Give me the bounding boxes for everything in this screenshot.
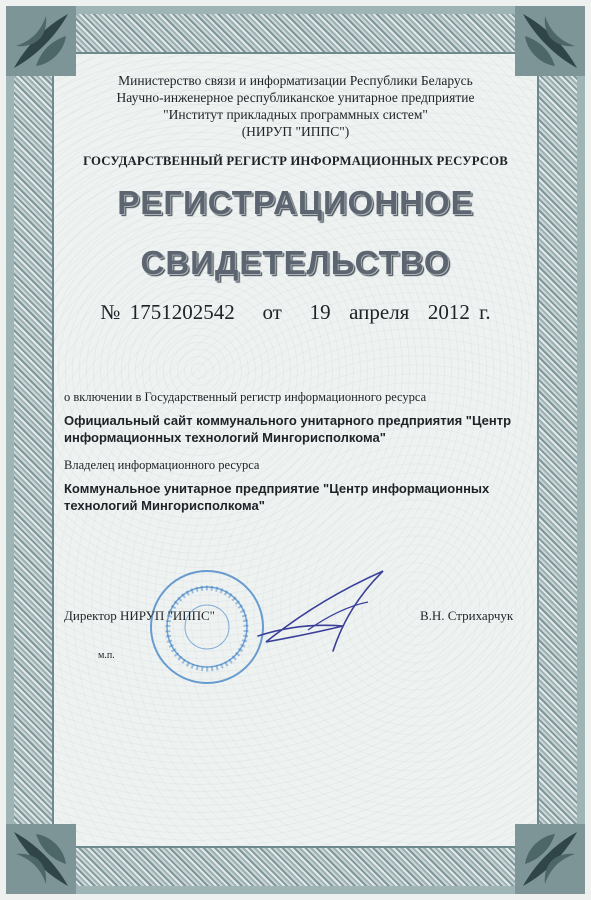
director-title: Директор НИРУП "ИППС" bbox=[64, 608, 215, 623]
seal-place-label: м.п. bbox=[98, 650, 115, 661]
corner-ornament-icon bbox=[515, 824, 585, 894]
issuer-institute: "Институт прикладных программных систем" bbox=[163, 107, 428, 122]
issuer-enterprise: Научно-инженерное республиканское унитарное предприятие bbox=[116, 90, 475, 105]
document-title-line2: СВИДЕТЕЛЬСТВО bbox=[140, 244, 451, 281]
corner-ornament-icon bbox=[515, 6, 585, 76]
owner-name: Коммунальное унитарное предприятие "Центр информационных технологий Мингорисполкома" bbox=[64, 481, 490, 513]
register-name: ГОСУДАРСТВЕННЫЙ РЕГИСТР ИНФОРМАЦИОННЫХ РЕСУРСОВ bbox=[83, 154, 508, 168]
issuer-ministry: Министерство связи и информатизации Республики Беларусь bbox=[118, 73, 473, 88]
issuer-abbreviation: (НИРУП "ИППС") bbox=[241, 124, 350, 139]
corner-ornament-icon bbox=[6, 6, 76, 76]
director-name: В.Н. Стрихарчук bbox=[420, 608, 514, 623]
guilloche-background bbox=[54, 54, 537, 846]
inclusion-statement: о включении в Государственный регистр информационного ресурса bbox=[64, 390, 427, 404]
owner-label: Владелец информационного ресурса bbox=[64, 458, 260, 472]
document-title-line1: РЕГИСТРАЦИОННОЕ bbox=[117, 184, 474, 221]
resource-name: Официальный сайт коммунального унитарного предприятия "Центр информационных технологий Мингорисполкома" bbox=[64, 413, 512, 445]
corner-ornament-icon bbox=[6, 824, 76, 894]
handwritten-signature bbox=[248, 566, 393, 656]
certificate-number-date: № 1751202542 от 19 апреля 2012 г. bbox=[100, 300, 491, 324]
